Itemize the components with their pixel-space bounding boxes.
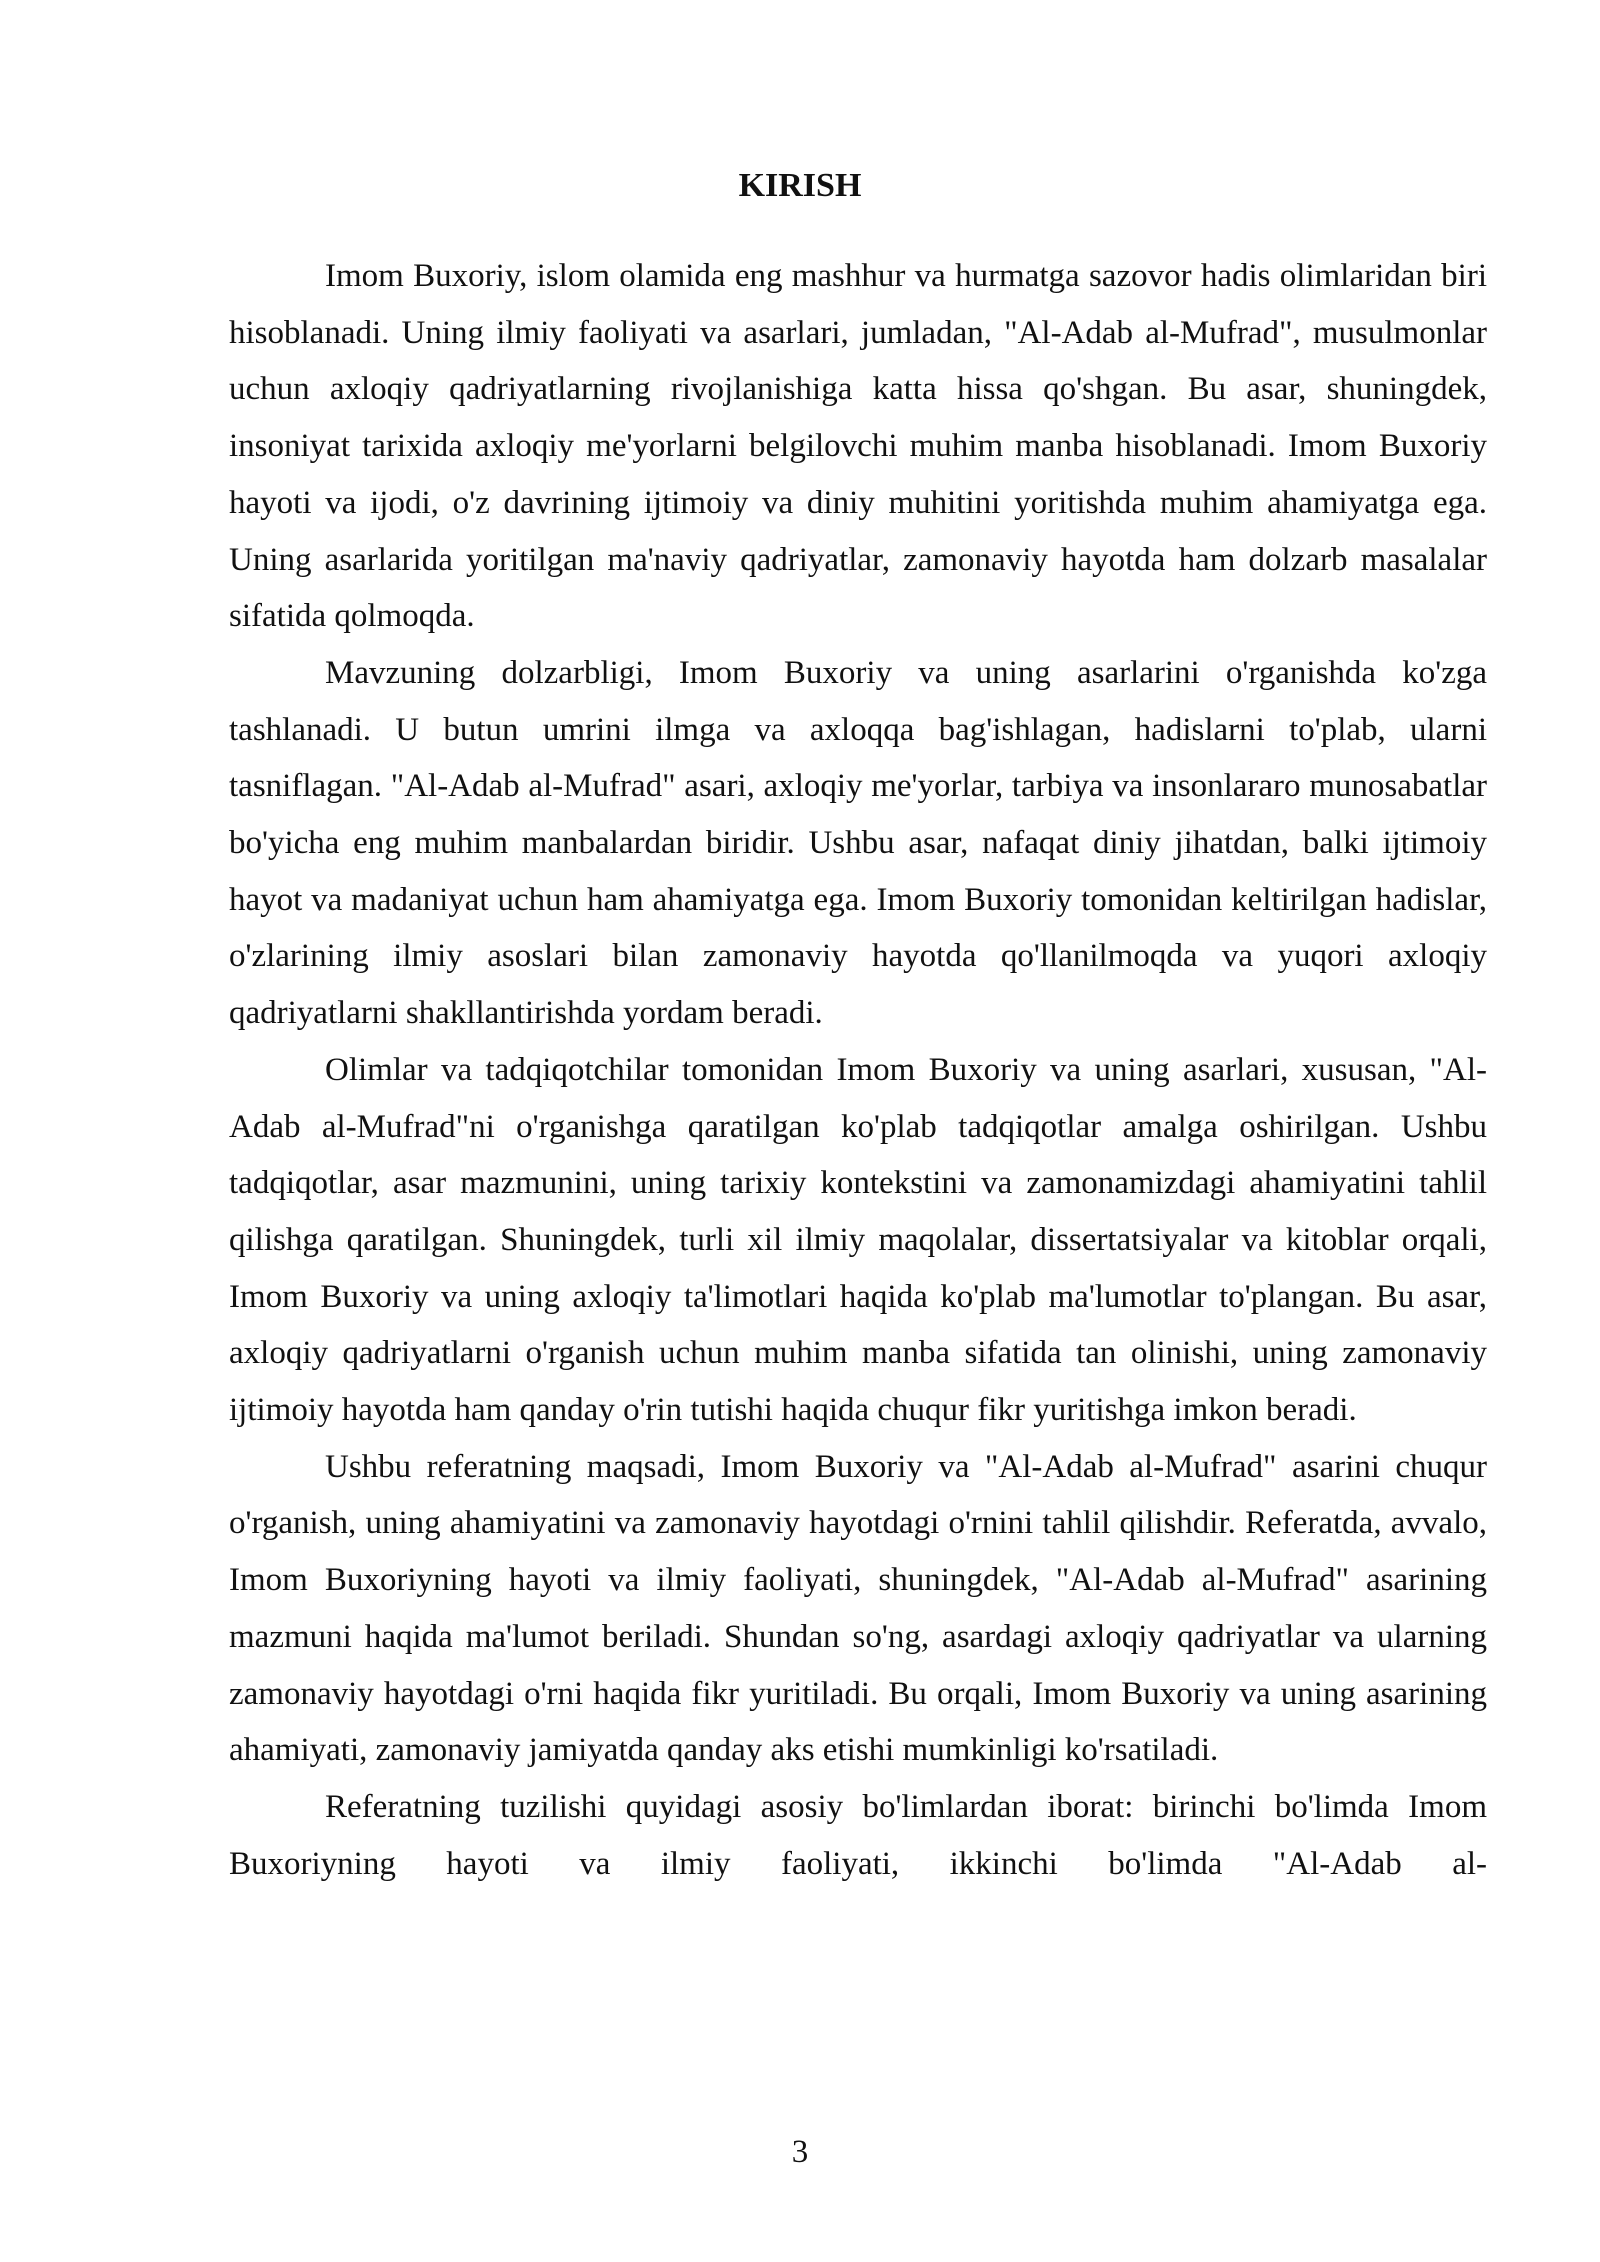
paragraph-structure: Referatning tuzilishi quyidagi asosiy bo'limlardan iborat: birinchi bo'limda Imom Buxoriyning hayoti va ilmiy faoliyati, ikkinchi bo'limda "Al-Adab al- — [229, 1788, 1487, 1882]
paragraph-research-review: Olimlar va tadqiqotchilar tomonidan Imom Buxoriy va uning asarlari, xususan, "Al-Adab al-Mufrad"ni o'rganishga qaratilgan ko'plab tadqiqotlar amalga oshirilgan. Ushbu tadqiqotlar, asar mazmunini, uning tarixiy kontekstini va zamonamizdagi ahamiyatini tahlil qilishga qaratilgan. Shuningdek, turli xil ilmiy maqolalar, dissertatsiyalar va kitoblar orqali, Imom Buxoriy va uning axloqiy ta'limotlari haqida ko'plab ma'lumotlar to'plangan. Bu asar, axloqiy qadriyatlarni o'rganish uchun muhim manba sifatida tan olinishi, uning zamonaviy ijtimoiy hayotda ham qanday o'rin tutishi haqida chuqur fikr yuritishga imkon beradi. — [229, 1051, 1487, 1429]
paragraph-relevance: Mavzuning dolzarbligi, Imom Buxoriy va uning asarlarini o'rganishda ko'zga tashlanadi. U butun umrini ilmga va axloqqa bag'ishlagan, hadislarni to'plab, ularni tasniflagan. "Al-Adab al-Mufrad" asari, axloqiy me'yorlar, tarbiya va insonlararo munosabatlar bo'yicha eng muhim manbalardan biridir. Ushbu asar, nafaqat diniy jihatdan, balki ijtimoiy hayot va madaniyat uchun ham ahamiyatga ega. Imom Buxoriy tomonidan keltirilgan hadislar, o'zlarining ilmiy asoslari bilan zamonaviy hayotda qo'llanilmoqda va yuqori axloqiy qadriyatlarni shakllantirishda yordam beradi. — [229, 654, 1487, 1032]
page-title: KIRISH — [738, 167, 862, 204]
paragraph-introduction: Imom Buxoriy, islom olamida eng mashhur va hurmatga sazovor hadis olimlaridan biri hisoblanadi. Uning ilmiy faoliyati va asarlari, jumladan, "Al-Adab al-Mufrad", musulmonlar uchun axloqiy qadriyatlarning rivojlanishiga katta hissa qo'shgan. Bu asar, shuningdek, insoniyat tarixida axloqiy me'yorlarni belgilovchi muhim manba hisoblanadi. Imom Buxoriy hayoti va ijodi, o'z davrining ijtimoiy va diniy muhitini yoritishda muhim ahamiyatga ega. Uning asarlarida yoritilgan ma'naviy qadriyatlar, zamonaviy hayotda ham dolzarb masalalar sifatida qolmoqda. — [229, 258, 1487, 635]
paragraph-purpose: Ushbu referatning maqsadi, Imom Buxoriy va "Al-Adab al-Mufrad" asarini chuqur o'rganish, uning ahamiyatini va zamonaviy hayotdagi o'rnini tahlil qilishdir. Referatda, avvalo, Imom Buxoriyning hayoti va ilmiy faoliyati, shuningdek, "Al-Adab al-Mufrad" asarining mazmuni haqida ma'lumot beriladi. Shundan so'ng, asardagi axloqiy qadriyatlar va ularning zamonaviy hayotdagi o'rni haqida fikr yuritiladi. Bu orqali, Imom Buxoriy va uning asarining ahamiyati, zamonaviy jamiyatda qanday aks etishi mumkinligi ko'rsatiladi. — [229, 1448, 1487, 1769]
body-text — [229, 248, 1487, 1892]
page-number: 3 — [791, 2134, 809, 2170]
